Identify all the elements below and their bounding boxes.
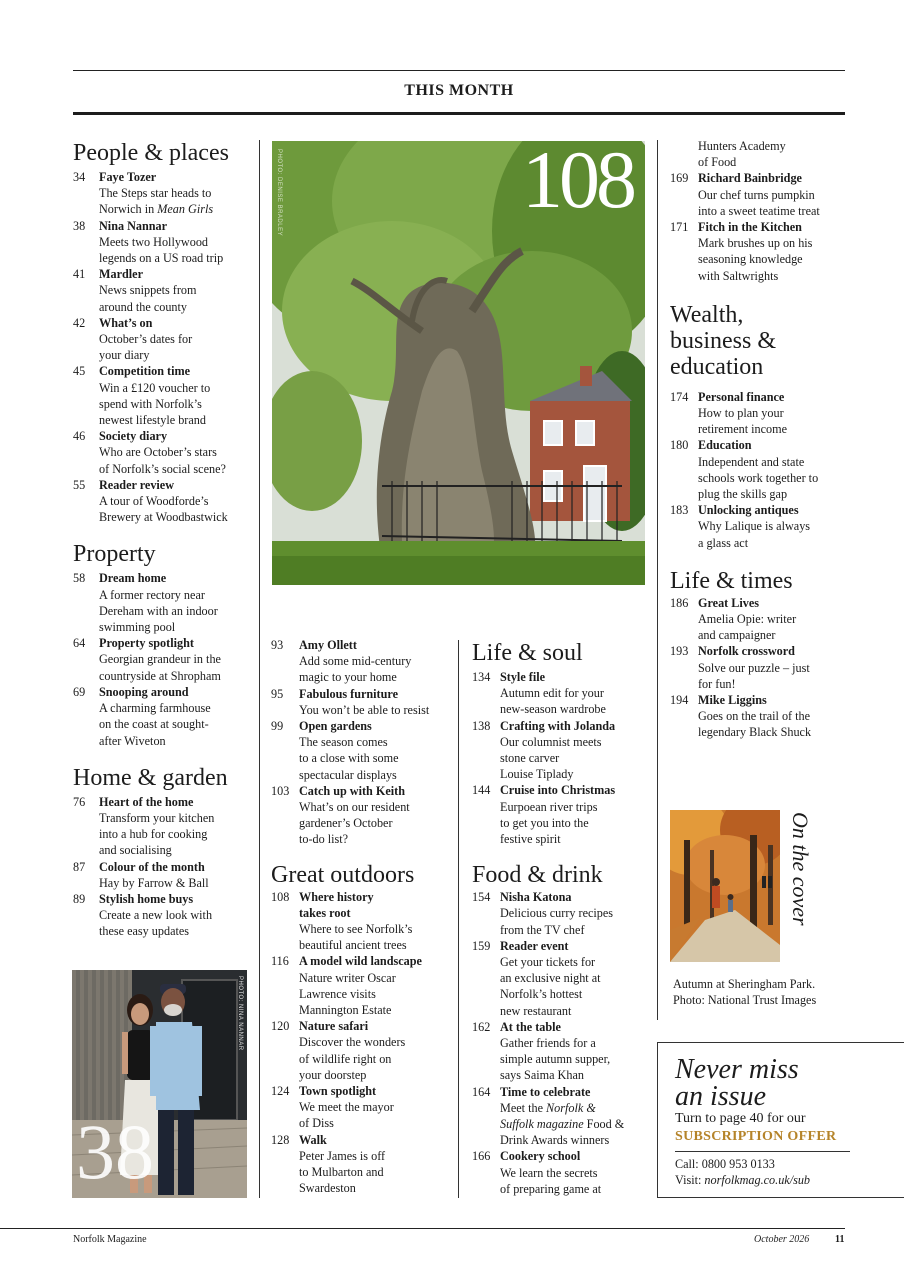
photo-nina-nannar[interactable] [72,970,247,1198]
entry-title: Nisha Katona [500,890,572,905]
entry-description: Our chef turns pumpkin into a sweet teatime treat [698,187,820,218]
entry-title: Mike Liggins [698,693,767,708]
entry-title: Amy Ollett [299,638,357,652]
toc-entry[interactable] [271,783,453,848]
footer-issue-date: October 2026 [754,1234,810,1245]
entry-title: Catch up with Keith [299,783,405,798]
entry-title: Colour of the month [99,859,205,874]
entry-description: Our columnist meets stone carver Louise Tiplady [500,734,602,782]
entry-description: Hay by Farrow & Ball [99,875,209,890]
entry-description: Georgian grandeur in the countryside at Shropham [99,652,221,683]
page-number: 159 [472,938,491,953]
entry-description: Peter James is off to Mulbarton and Swardeston [299,1148,386,1196]
photo-page-number: 108 [522,141,633,225]
page-number: 124 [271,1084,290,1099]
entry-title: Heart of the home [99,794,194,809]
entry-title: Faye Tozer [99,170,157,184]
entry-description: You won’t be able to resist [299,702,430,717]
toc-entry[interactable] [670,389,850,438]
page-number: 55 [73,477,86,492]
property-list [73,570,253,748]
entry-title: At the table [500,1019,561,1034]
entry-description: Nature writer Oscar Lawrence visits Mannington Estate [299,970,396,1018]
home-garden-list [73,794,253,940]
toc-entry[interactable] [271,1083,453,1132]
entry-title: Open gardens [299,719,372,734]
page-number: 162 [472,1019,491,1034]
food-drink-continued-list [670,170,850,283]
page-number: 171 [670,220,689,235]
page-number: 164 [472,1084,491,1099]
cover-photo[interactable] [670,810,780,962]
page-number: 38 [73,218,86,233]
entry-description: Transform your kitchen into a hub for cooking and socialising [99,810,215,858]
entry-title: What’s on [99,315,153,330]
toc-entry[interactable] [472,1019,652,1084]
section-heading-wealth: Wealth, business & education [670,301,777,380]
page-number: 46 [73,429,86,444]
toc-entry[interactable] [73,428,253,477]
entry-description: Goes on the trail of the legendary Black Shuck [698,709,812,740]
page-number: 76 [73,794,86,809]
toc-entry[interactable] [73,266,253,315]
continued-description: Hunters Academy of Food [698,139,786,170]
toc-entry[interactable] [271,1018,453,1083]
entry-description: Mark brushes up on his seasoning knowledge with Saltwrights [698,236,813,283]
page-number: 134 [472,670,491,684]
page-number: 138 [472,718,491,733]
toc-entry[interactable] [271,686,453,718]
page-number: 64 [73,636,86,651]
page-number: 154 [472,890,491,905]
entry-title: Where history takes root [299,889,374,920]
column-1 [73,140,253,940]
page-number: 186 [670,595,689,610]
toc-entry[interactable] [670,643,850,692]
entry-description: Create a new look with these easy updates [99,908,213,939]
toc-entry[interactable] [472,889,652,938]
section-heading-life-soul: Life & soul [472,640,583,666]
toc-entry[interactable] [73,891,253,940]
entry-title: Dream home [99,571,167,586]
entry-description: The Steps star heads to Norwich in Mean Girls [99,186,214,217]
toc-entry[interactable] [271,889,453,954]
entry-description: Eurpoean river trips to get you into the festive spirit [500,799,598,847]
entry-description: News snippets from around the county [99,283,197,314]
entry-title: Fitch in the Kitchen [698,220,802,235]
column-3 [472,640,652,1197]
entry-title: Fabulous furniture [299,686,398,701]
entry-title: Unlocking antiques [698,503,799,518]
entry-title: Snooping around [99,684,189,699]
entry-description: A charming farmhouse on the coast at sought- after Wiveton [99,701,211,748]
toc-entry[interactable] [670,692,850,741]
toc-entry[interactable] [73,635,253,684]
garden-extra-list [271,637,453,848]
entry-description: October’s dates for your diary [99,332,193,363]
entry-description: Add some mid-century magic to your home [299,654,412,685]
toc-entry[interactable] [73,169,253,218]
header-bottom-rule [73,112,845,115]
page-title: THIS MONTH [404,82,514,99]
entry-description: Independent and state schools work together to plug the skills gap [698,454,819,502]
entry-description: The season comes to a close with some spectacular displays [299,735,399,782]
entry-title: A model wild landscape [299,954,422,969]
page-number: 89 [73,891,86,906]
food-drink-list [472,889,652,1197]
entry-title: Property spotlight [99,636,194,651]
entry-description: What’s on our resident gardener’s October to-do list? [299,800,410,847]
section-heading-life-times: Life & times [670,567,793,594]
toc-entry[interactable] [670,502,850,551]
entry-description: Meets two Hollywood legends on a US road trip [99,234,224,266]
header-top-rule [73,70,845,71]
photo-credit: PHOTO: DENISE BRADLEY [276,149,282,237]
cover-photo-image [670,810,780,962]
subscription-heading: Never miss an issue [675,1054,799,1112]
entry-description: A tour of Woodforde’s Brewery at Woodbastwick [99,494,228,525]
page-number: 183 [670,503,689,518]
great-outdoors-list [271,889,453,1197]
page-number: 87 [73,859,86,874]
footer-rule [0,1228,845,1229]
page-number: 103 [271,783,290,798]
page-number: 174 [670,389,689,404]
page-number: 58 [73,571,86,586]
page-number: 169 [670,171,689,186]
entry-title: Nature safari [299,1019,369,1034]
entry-title: Personal finance [698,389,785,404]
entry-title: Cookery school [500,1149,581,1164]
life-times-list [670,595,850,741]
subscription-box[interactable] [657,1042,904,1198]
section-heading-food-drink: Food & drink [472,862,603,889]
entry-title: Stylish home buys [99,891,194,906]
entry-description: Delicious curry recipes from the TV chef [500,906,614,937]
entry-title: Style file [500,670,546,684]
toc-entry[interactable] [472,1084,652,1149]
subscription-rule [675,1151,850,1152]
entry-description: We meet the mayor of Diss [299,1100,394,1131]
entry-title: Mardler [99,267,143,282]
entry-description: A former rectory near Dereham with an indoor swimming pool [99,587,218,635]
page-number: 95 [271,686,284,701]
toc-entry[interactable] [472,938,652,1019]
toc-entry[interactable] [670,595,850,644]
photo-ancient-tree[interactable] [272,141,645,585]
page-number: 180 [670,438,689,453]
entry-title: Education [698,438,752,453]
entry-title: Reader review [99,477,175,492]
entry-title: Reader event [500,938,569,953]
cover-caption: Autumn at Sheringham Park. Photo: National Trust Images [673,977,817,1008]
entry-title: Time to celebrate [500,1084,591,1099]
subscription-offer-link[interactable]: SUBSCRIPTION OFFER [675,1129,837,1144]
page-number: 128 [271,1132,290,1147]
entry-description: Where to see Norfolk’s beautiful ancient trees [299,922,413,953]
entry-description: Gather friends for a simple autumn supper, says Saima Khan [500,1036,611,1083]
page-number: 69 [73,684,86,699]
toc-entry[interactable] [73,315,253,364]
entry-description: Why Lalique is always a glass act [698,519,811,550]
page-number: 45 [73,364,86,379]
toc-entry[interactable] [472,669,652,718]
toc-entry[interactable] [472,718,652,783]
page-number: 42 [73,315,86,330]
toc-entry[interactable] [670,219,850,284]
toc-entry[interactable] [73,859,253,891]
footer-publication: Norfolk Magazine [73,1234,147,1245]
column-4 [670,138,850,741]
entry-title: Competition time [99,364,191,379]
entry-description: Who are October’s stars of Norfolk’s social scene? [99,445,226,476]
photo-page-number: 38 [76,1108,154,1195]
on-the-cover-label: On the cover [788,812,813,926]
page-number: 144 [472,783,491,798]
entry-description: We learn the secrets of preparing game at [500,1165,602,1196]
toc-entry[interactable] [271,1132,453,1197]
page-number: 34 [73,170,86,184]
entry-description: Amelia Opie: writer and campaigner [698,612,797,643]
toc-entry[interactable] [670,437,850,502]
page-number: 99 [271,719,284,734]
column-divider-3 [657,140,658,1020]
toc-entry[interactable] [271,718,453,783]
entry-title: Norfolk crossword [698,644,795,659]
subscription-website[interactable]: Visit: norfolkmag.co.uk/sub [675,1173,811,1187]
entry-title: Walk [299,1132,327,1147]
section-heading-people-places: People & places [73,140,229,166]
toc-entry[interactable] [670,170,850,219]
toc-entry[interactable] [73,363,253,428]
entry-title: Crafting with Jolanda [500,718,616,733]
page-number: 193 [670,644,689,659]
page-number: 108 [271,889,290,904]
toc-entry[interactable] [271,953,453,1018]
column-divider-2 [458,640,459,1198]
column-2 [271,637,453,1197]
subscription-phone[interactable]: Call: 0800 953 0133 [675,1157,775,1171]
toc-entry[interactable] [271,637,453,686]
entry-description: Get your tickets for an exclusive night at Norfolk’s hottest new restaurant [500,955,601,1018]
entry-description: Autumn edit for your new-season wardrobe [500,686,606,717]
section-heading-home-garden: Home & garden [73,764,228,791]
entry-title: Nina Nannar [99,218,168,233]
page-number: 120 [271,1019,290,1034]
toc-entry[interactable] [73,794,253,859]
toc-entry[interactable] [73,570,253,635]
entry-description: Win a £120 voucher to spend with Norfolk’s newest lifestyle brand [99,380,211,428]
life-soul-list [472,669,652,847]
toc-entry[interactable] [472,782,652,847]
column-divider-1 [259,140,260,1198]
toc-entry[interactable] [73,684,253,749]
toc-entry[interactable] [73,218,253,267]
section-heading-great-outdoors: Great outdoors [271,861,415,888]
entry-title: Cruise into Christmas [500,783,616,798]
photo-credit: PHOTO: NINA NANNAR [237,976,243,1051]
page-number: 116 [271,954,289,969]
page-number: 194 [670,693,689,708]
footer-page-number: 11 [835,1234,845,1245]
section-heading-property: Property [73,541,156,568]
entry-description: Discover the wonders of wildlife right on your doorstep [299,1035,406,1082]
page-number: 166 [472,1149,491,1164]
wealth-list [670,389,850,551]
entry-title: Richard Bainbridge [698,171,802,186]
page-number: 93 [271,638,284,652]
toc-entry[interactable] [472,1148,652,1197]
entry-description: How to plan your retirement income [698,406,787,437]
entry-title: Town spotlight [299,1084,377,1099]
entry-description: Solve our puzzle – just for fun! [698,660,810,691]
entry-description: Meet the Norfolk & Suffolk magazine Food & Drink Awards winners [500,1100,625,1148]
entry-title: Society diary [99,429,168,444]
entry-title: Great Lives [698,595,760,610]
page-number: 41 [73,267,86,282]
people-places-list [73,169,253,525]
subscription-line: Turn to page 40 for our [675,1111,806,1126]
toc-entry[interactable] [73,477,253,526]
